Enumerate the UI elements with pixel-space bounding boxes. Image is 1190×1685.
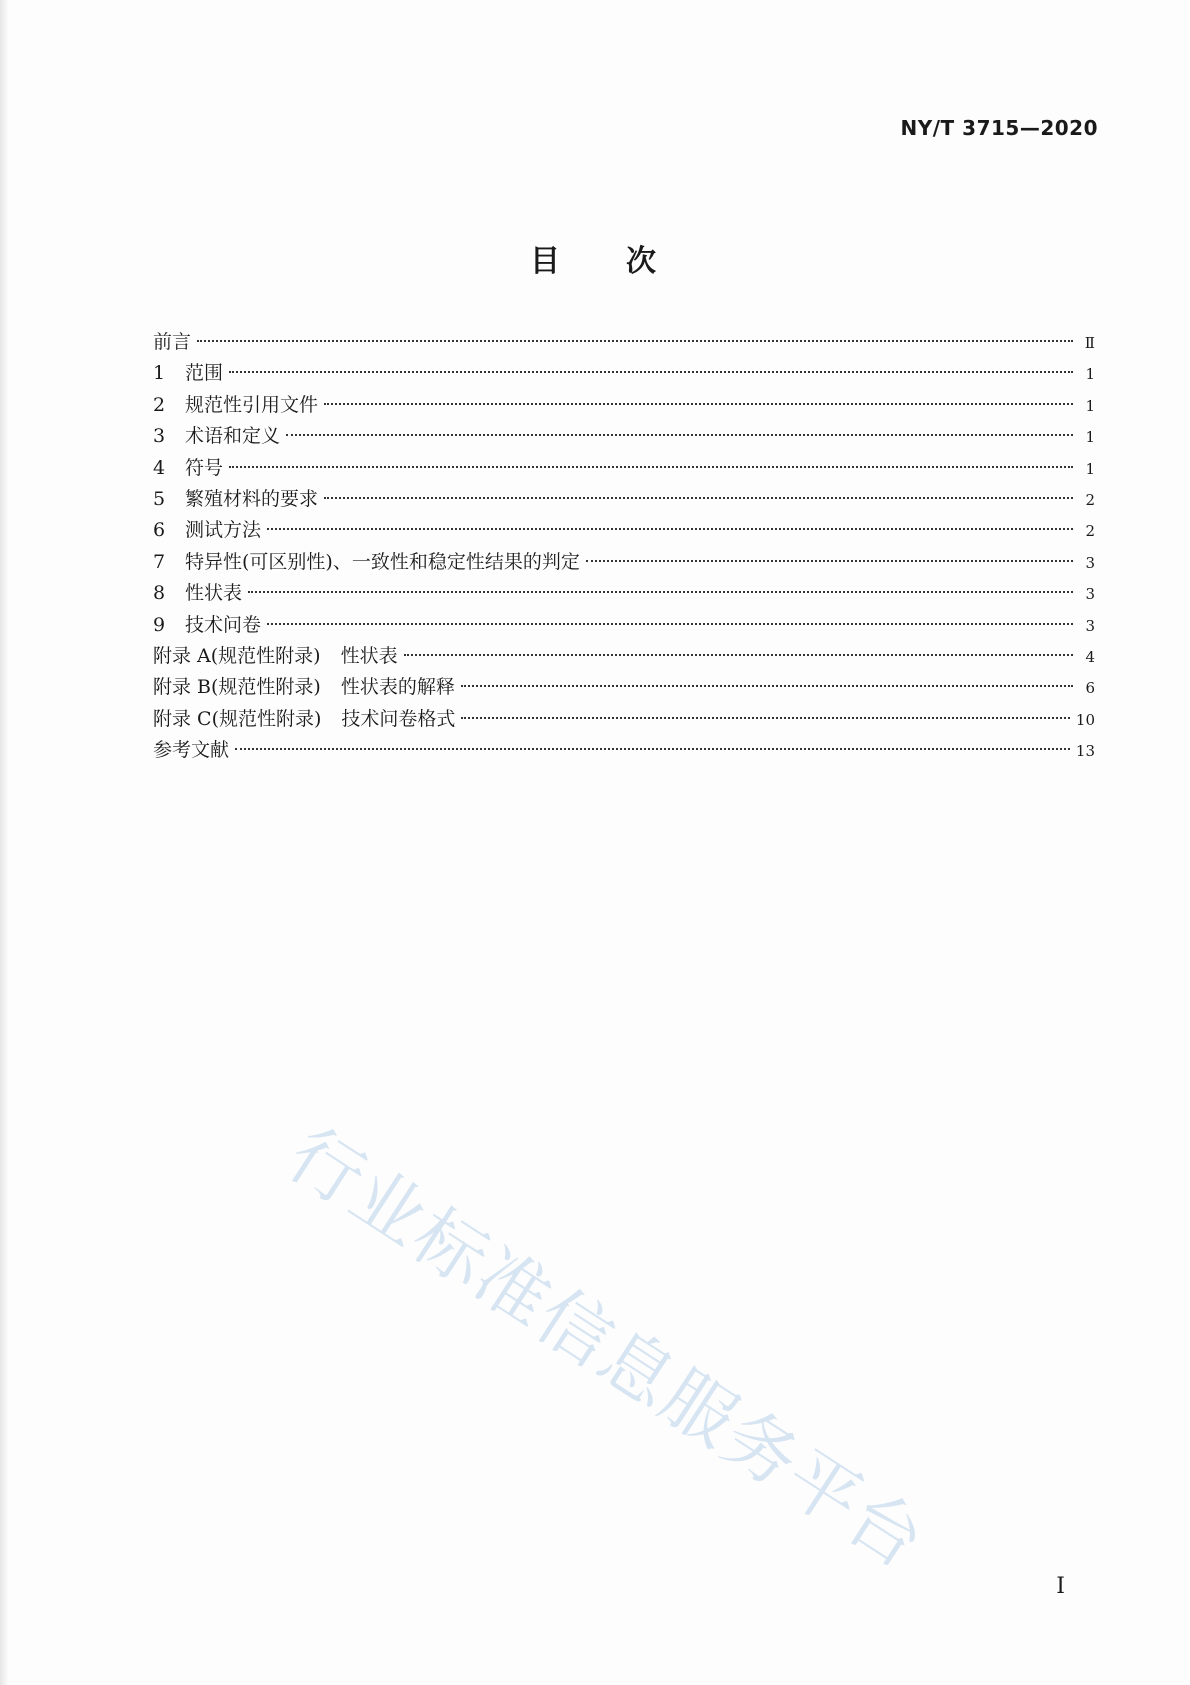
toc-entry-page: 1	[1085, 459, 1095, 478]
leader-dots	[461, 685, 1073, 687]
appendix-title: 技术问卷格式	[341, 707, 456, 730]
leader-dots	[267, 528, 1073, 530]
toc-entry-page: 1	[1085, 396, 1095, 415]
toc-entry-label: 前言	[153, 331, 192, 353]
toc-entry-label: 测试方法	[185, 519, 262, 542]
toc-title-right: 次	[626, 244, 660, 279]
toc-title	[0, 236, 1190, 280]
appendix-title: 性状表的解释	[340, 676, 455, 699]
toc-entry-2[interactable]	[153, 390, 1095, 421]
toc-entry-8[interactable]	[153, 578, 1095, 609]
toc-entry-appendix-c[interactable]	[153, 704, 1095, 735]
toc-entry-page: 1	[1085, 428, 1095, 447]
leader-dots	[235, 748, 1070, 750]
toc-entry-page: 13	[1075, 742, 1095, 761]
toc-entry-label: 参考文献	[153, 739, 230, 762]
toc-entry-label: 性状表	[185, 582, 243, 605]
standard-code: NY/T 3715—2020	[900, 116, 1098, 140]
toc-entry-label: 符号	[185, 456, 224, 479]
appendix-prefix: 附录 A(规范性附录)	[153, 644, 321, 667]
toc-entry-label	[153, 641, 398, 672]
toc-entry-page: 10	[1075, 710, 1095, 729]
leader-dots	[267, 623, 1073, 625]
appendix-prefix: 附录 B(规范性附录)	[153, 676, 321, 699]
toc-entry-appendix-b[interactable]	[153, 672, 1095, 703]
toc-entry-label: 规范性引用文件	[185, 393, 319, 416]
page-number: I	[1056, 1574, 1065, 1599]
toc-entry-label: 特异性(可区别性)、一致性和稳定性结果的判定	[185, 550, 580, 573]
leader-dots	[197, 340, 1073, 342]
table-of-contents	[153, 327, 1095, 766]
toc-entry-number: 2	[153, 393, 166, 416]
toc-entry-page: 6	[1085, 679, 1095, 698]
toc-entry-label: 术语和定义	[185, 425, 281, 448]
leader-dots	[229, 466, 1073, 468]
toc-entry-page: Ⅱ	[1084, 334, 1095, 352]
toc-entry-number: 7	[153, 550, 166, 573]
toc-entry-page: 3	[1085, 585, 1095, 604]
leader-dots	[404, 654, 1073, 656]
toc-entry-page: 4	[1085, 647, 1095, 666]
leader-dots	[324, 403, 1073, 405]
toc-entry-references[interactable]	[153, 735, 1095, 766]
toc-entry-7[interactable]	[153, 547, 1095, 578]
toc-entry-number: 1	[153, 362, 166, 385]
leader-dots	[324, 497, 1073, 499]
toc-entry-page: 3	[1085, 616, 1095, 635]
toc-entry-page: 2	[1085, 490, 1095, 509]
leader-dots	[229, 371, 1073, 373]
toc-entry-page: 3	[1085, 553, 1095, 572]
toc-entry-number: 5	[153, 487, 166, 510]
toc-entry-label: 范围	[185, 362, 224, 385]
toc-entry-number: 4	[153, 456, 166, 479]
leader-dots	[286, 434, 1073, 436]
toc-entry-1[interactable]	[153, 358, 1095, 389]
leader-dots	[461, 717, 1069, 719]
toc-entry-5[interactable]	[153, 484, 1095, 515]
toc-title-left: 目	[530, 244, 564, 279]
toc-entry-page: 2	[1085, 522, 1095, 541]
toc-entry-number: 6	[153, 519, 166, 542]
toc-entry-6[interactable]	[153, 515, 1095, 546]
toc-entry-label	[153, 704, 455, 735]
toc-entry-label: 技术问卷	[185, 613, 262, 636]
toc-entry-number: 3	[153, 425, 166, 448]
appendix-title: 性状表	[340, 644, 398, 667]
toc-entry-label: 繁殖材料的要求	[185, 487, 319, 510]
leader-dots	[586, 560, 1073, 562]
toc-entry-4[interactable]	[153, 453, 1095, 484]
toc-entry-label	[153, 672, 455, 703]
watermark: 行业标准信息服务平台	[273, 1111, 941, 1586]
leader-dots	[248, 591, 1073, 593]
toc-entry-number: 9	[153, 613, 166, 636]
toc-entry-9[interactable]	[153, 610, 1095, 641]
toc-entry-appendix-a[interactable]	[153, 641, 1095, 672]
toc-entry-foreword[interactable]	[153, 327, 1095, 358]
toc-entry-3[interactable]	[153, 421, 1095, 452]
toc-entry-page: 1	[1085, 365, 1095, 384]
toc-entry-number: 8	[153, 582, 166, 605]
appendix-prefix: 附录 C(规范性附录)	[153, 707, 322, 730]
